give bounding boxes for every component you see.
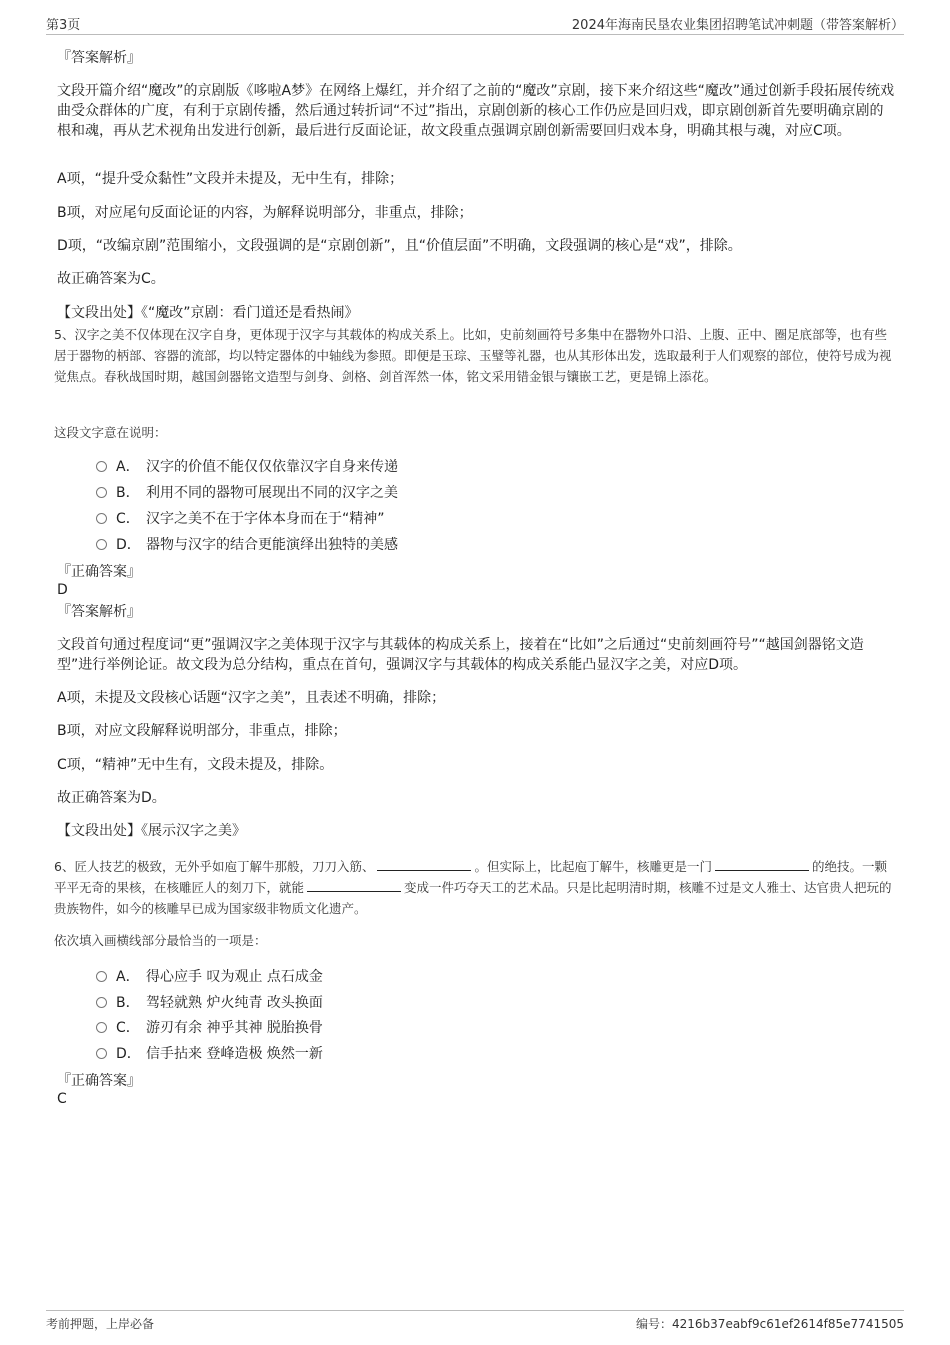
radio-icon[interactable] <box>96 487 107 498</box>
q5-option-b[interactable]: B． 利用不同的器物可展现出不同的汉字之美 <box>96 482 398 502</box>
radio-icon[interactable] <box>96 461 107 472</box>
q5-option-d[interactable]: D． 器物与汉字的结合更能演绎出独特的美感 <box>96 534 398 554</box>
radio-icon[interactable] <box>96 1022 107 1033</box>
q5-analysis-c: C项，“精神”无中生有，文段未提及，排除。 <box>57 757 334 773</box>
footer-slogan: 考前押题，上岸必备 <box>46 1317 155 1331</box>
q6-answer: C <box>57 1091 67 1107</box>
q6-option-b[interactable]: B． 驾轻就熟 炉火纯青 改头换面 <box>96 992 323 1012</box>
radio-icon[interactable] <box>96 971 107 982</box>
q5-conclusion: 故正确答案为D。 <box>57 790 166 806</box>
q5-analysis-label: 『答案解析』 <box>57 604 141 620</box>
q4-analysis-a: A项，“提升受众黏性”文段并未提及，无中生有，排除； <box>57 171 404 187</box>
q6-answer-label: 『正确答案』 <box>57 1073 141 1089</box>
q4-analysis-label: 『答案解析』 <box>57 50 141 66</box>
q4-analysis-b: B项，对应尾句反面论证的内容，为解释说明部分，非重点，排除； <box>57 205 473 221</box>
radio-icon[interactable] <box>96 513 107 524</box>
q4-conclusion: 故正确答案为C。 <box>57 271 165 287</box>
radio-icon[interactable] <box>96 997 107 1008</box>
radio-icon[interactable] <box>96 1048 107 1059</box>
document-title: 2024年海南民垦农业集团招聘笔试冲刺题（带答案解析） <box>571 18 904 33</box>
page-number: 第3页 <box>46 18 81 33</box>
q5-analysis-b: B项，对应文段解释说明部分，非重点，排除； <box>57 723 347 739</box>
q6-option-d[interactable]: D． 信手拈来 登峰造极 焕然一新 <box>96 1043 323 1063</box>
q5-analysis-main: 文段首句通过程度词“更”强调汉字之美体现于汉字与其载体的构成关系上，接着在“比如”之后通过“史前刻画符号”“越国剑器铭文造型”进行举例论证。故文段为总分结构，重点在首句，强调汉字与其载体的构成关系能凸显汉字之美，对应D项。 <box>57 637 864 673</box>
q5-source: 【文段出处】《展示汉字之美》 <box>57 823 246 839</box>
radio-icon[interactable] <box>96 539 107 550</box>
page-footer <box>46 1310 904 1335</box>
q4-analysis-main: 文段开篇介绍“魔改”的京剧版《哆啦A梦》在网络上爆红，并介绍了之前的“魔改”京剧，接下来介绍这些“魔改”通过创新手段拓展传统戏曲受众群体的广度，有利于京剧传播，然后通过转折词“不过”指出，京剧创新的核心工作仍应是回归戏，即京剧创新首先要明确京剧的根和魂，再从艺术视角出发进行创新，最后进行反面论证，故文段重点强调京剧创新需要回归戏本身，明确其根与魂，对应C项。 <box>57 83 895 139</box>
fill-blank-2[interactable] <box>715 858 809 871</box>
q6-option-a[interactable]: A． 得心应手 叹为观止 点石成金 <box>96 966 323 986</box>
document-id: 编号：4216b37eabf9c61ef2614f85e7741505 <box>636 1317 904 1331</box>
q5-option-c[interactable]: C． 汉字之美不在于字体本身而在于“精神” <box>96 508 385 528</box>
q5-option-a[interactable]: A． 汉字的价值不能仅仅依靠汉字自身来传递 <box>96 456 398 476</box>
page-header <box>46 12 904 35</box>
q5-passage: 5、汉字之美不仅体现在汉字自身，更体现于汉字与其载体的构成关系上。比如，史前刻画符号多集中在器物外口沿、上腹、正中、圈足底部等，也有些居于器物的柄部、容器的流部，均以特定器体的中轴线为参照。即便是玉琮、玉璧等礼器，也从其形体出发，选取最利于人们观察的部位，使符号成为视觉焦点。春秋战国时期，越国剑器铭文造型与剑身、剑格、剑首浑然一体，铭文采用错金银与镶嵌工艺，更是锦上添花。 <box>54 327 892 384</box>
q6-passage: 6、匠人技艺的极致，无外乎如庖丁解牛那般，刀刀入筋、 。但实际上，比起庖丁解牛，核雕更是一门 的绝技。一颗平平无奇的果核，在核雕匠人的刻刀下，就能 变成一件巧夺天工的艺术品。只是比起明清时期，核雕不过是文人雅士、达官贵人把玩的贵族物件，如今的核雕早已成为国家级非物质文化遗产。 <box>54 859 892 916</box>
q5-answer: D <box>57 582 68 598</box>
q5-prompt: 这段文字意在说明： <box>54 425 167 440</box>
q5-analysis-a: A项，未提及文段核心话题“汉字之美”，且表述不明确，排除； <box>57 690 446 706</box>
q6-prompt: 依次填入画横线部分最恰当的一项是： <box>54 933 267 948</box>
q5-answer-label: 『正确答案』 <box>57 564 141 580</box>
q4-source: 【文段出处】《“魔改”京剧：看门道还是看热闹》 <box>57 305 359 321</box>
q4-analysis-d: D项，“改编京剧”范围缩小，文段强调的是“京剧创新”，且“价值层面”不明确，文段强调的核心是“戏”，排除。 <box>57 238 742 254</box>
q6-option-c[interactable]: C． 游刃有余 神乎其神 脱胎换骨 <box>96 1017 323 1037</box>
fill-blank-3[interactable] <box>307 879 401 892</box>
fill-blank-1[interactable] <box>377 858 471 871</box>
